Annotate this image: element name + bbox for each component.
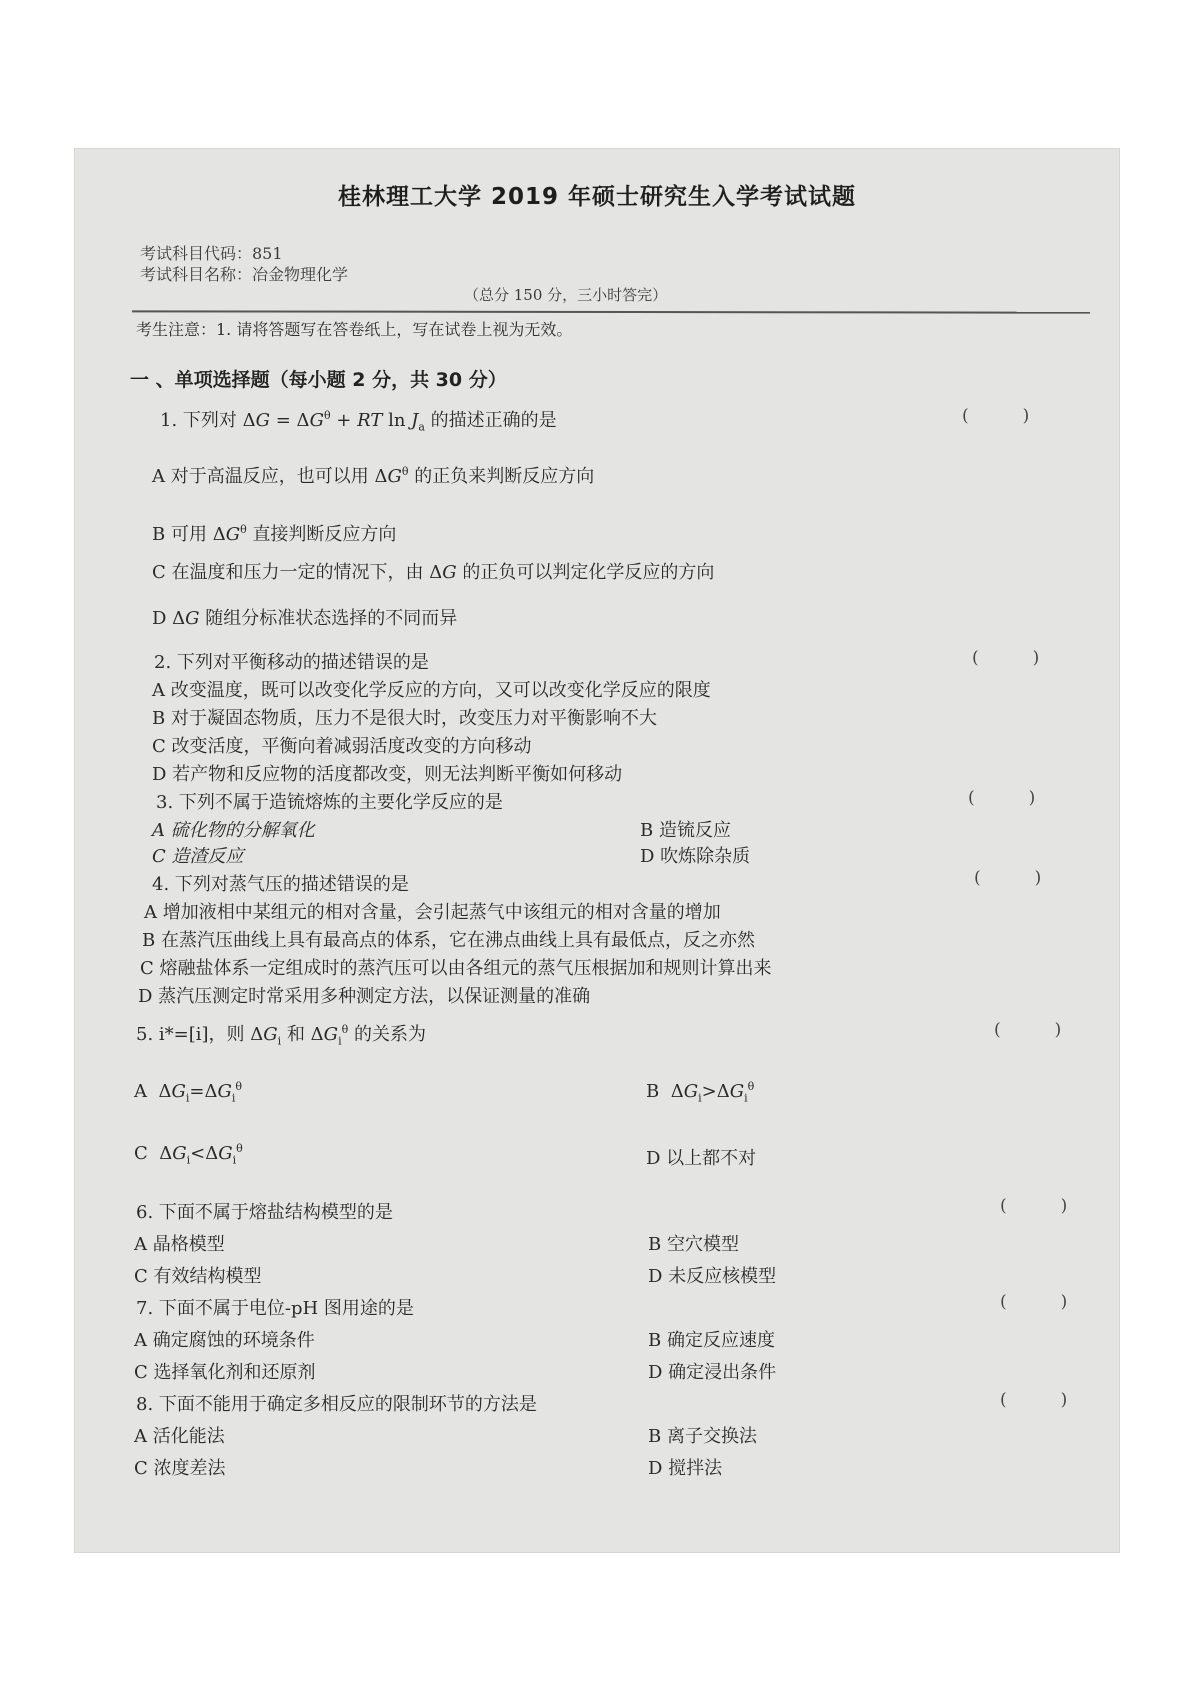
question-2-stem: 2. 下列对平衡移动的描述错误的是 [154,652,429,673]
q1-option-b-text-end: 直接判断反应方向 [252,524,397,545]
q3-option-d: D 吹炼除杂质 [640,846,751,867]
q1-option-d-symbol: ΔG [172,608,200,629]
candidate-notice: 考生注意：1. 请将答题写在答卷纸上，写在试卷上视为无效。 [136,320,573,339]
q5-option-b-letter: B [646,1081,660,1102]
q1-option-a-text: A 对于高温反应，也可以用 [152,466,369,487]
q1-option-a-symbol: $\Delta G^\theta$ [374,465,409,487]
q2-option-b: B 对于凝固态物质，压力不是很大时，改变压力对平衡影响不大 [152,708,657,729]
q2-option-c: C 改变活度，平衡向着减弱活度改变的方向移动 [152,736,532,757]
question-3-stem: 3. 下列不属于造锍熔炼的主要化学反应的是 [156,792,503,813]
q1-stem-prefix: 1. 下列对 [160,410,237,431]
q4-option-c: C 熔融盐体系一定组成时的蒸汽压可以由各组元的蒸气压根据加和规则计算出来 [140,958,772,979]
q1-option-b [152,520,396,546]
q1-option-d [152,604,457,630]
q5-stem-prefix: 5. i*=[i]，则 [136,1024,245,1045]
question-1-stem [160,406,557,434]
exam-sheet [74,148,1120,1553]
header-divider [132,310,1090,313]
answer-blank-3: ( ) [968,788,1036,808]
q1-option-d-text: D [152,608,173,629]
q1-option-b-symbol: $\Delta G^\theta$ [212,523,247,545]
q1-option-b-text: B 可用 [152,524,207,545]
q1-option-c-symbol: ΔG [429,562,457,583]
q8-option-d: D 搅拌法 [648,1458,723,1479]
q5-option-b-expr: $\Delta G_i>\Delta G_i^\theta$ [670,1080,755,1105]
q8-option-b: B 离子交换法 [648,1426,757,1447]
q5-stem-suffix: 的关系为 [353,1024,426,1045]
q4-option-a: A 增加液相中某组元的相对含量，会引起蒸气中该组元的相对含量的增加 [144,902,721,923]
q5-stem-middle: 和 [286,1024,305,1045]
q1-formula: $\Delta G = \Delta G^\theta$ + RT $\ln J_a$ [242,409,425,434]
q2-option-d: D 若产物和反应物的活度都改变，则无法判断平衡如何移动 [152,764,623,785]
q5-option-c [134,1142,243,1167]
q5-option-a-expr: $\Delta G_i=\Delta G_i^\theta$ [158,1080,243,1105]
answer-blank-8: ( ) [1000,1390,1068,1410]
q8-option-c: C 浓度差法 [134,1458,226,1479]
q1-option-c-text-end: 的正负可以判定化学反应的方向 [462,562,715,583]
q5-option-d: D 以上都不对 [646,1148,757,1169]
question-8-stem: 8. 下面不能用于确定多相反应的限制环节的方法是 [136,1394,537,1415]
subject-name: 考试科目名称：冶金物理化学 [140,265,349,284]
q5-option-c-expr: $\Delta G_i<\Delta G_i^\theta$ [159,1142,243,1167]
q1-option-c-text: C 在温度和压力一定的情况下，由 [152,562,424,583]
subject-code: 考试科目代码：851 [140,244,283,263]
answer-blank-4: ( ) [974,868,1042,888]
q3-option-b: B 造锍反应 [640,820,731,841]
q1-stem-suffix: 的描述正确的是 [430,410,557,431]
q4-option-d: D 蒸汽压测定时常采用多种测定方法，以保证测量的准确 [138,986,591,1007]
q5-symbol-2: $\Delta G_i^\theta$ [310,1023,349,1048]
question-7-stem: 7. 下面不属于电位-pH 图用途的是 [136,1298,414,1319]
section-title: 一 、单项选择题（每小题 2 分，共 30 分） [130,369,507,391]
q3-option-c: C 造渣反应 [152,846,244,867]
q1-option-c [152,558,714,584]
question-6-stem: 6. 下面不属于熔盐结构模型的是 [136,1202,393,1223]
q4-option-b: B 在蒸汽压曲线上具有最高点的体系，它在沸点曲线上具有最低点，反之亦然 [142,930,755,951]
q5-option-b [646,1080,754,1105]
q7-option-c: C 选择氧化剂和还原剂 [134,1362,316,1383]
q5-symbol-1: $\Delta G_i$ [250,1024,282,1048]
question-4-stem: 4. 下列对蒸气压的描述错误的是 [152,874,409,895]
q5-option-a-letter: A [134,1081,147,1102]
q6-option-b: B 空穴模型 [648,1234,739,1255]
exam-title: 桂林理工大学 2019 年硕士研究生入学考试试题 [337,184,857,210]
total-score-note: （总分 150 分，三小时答完） [464,286,668,304]
q1-option-a [152,462,594,488]
q6-option-d: D 未反应核模型 [648,1266,777,1287]
answer-blank-1: ( ) [962,406,1030,426]
q1-option-a-text-end: 的正负来判断反应方向 [414,466,595,487]
question-5-stem [136,1020,426,1048]
answer-blank-2: ( ) [972,648,1040,668]
q1-option-d-text-end: 随组分标准状态选择的不同而异 [205,608,458,629]
answer-blank-7: ( ) [1000,1292,1068,1312]
q7-option-b: B 确定反应速度 [648,1330,775,1351]
q7-option-d: D 确定浸出条件 [648,1362,777,1383]
q7-option-a: A 确定腐蚀的环境条件 [134,1330,315,1351]
q2-option-a: A 改变温度，既可以改变化学反应的方向，又可以改变化学反应的限度 [152,680,711,701]
q6-option-c: C 有效结构模型 [134,1266,262,1287]
q8-option-a: A 活化能法 [134,1426,225,1447]
q5-option-c-letter: C [134,1143,148,1164]
q5-option-a [134,1080,242,1105]
q6-option-a: A 晶格模型 [134,1234,225,1255]
answer-blank-5: ( ) [994,1020,1062,1040]
answer-blank-6: ( ) [1000,1196,1068,1216]
q3-option-a: A 硫化物的分解氧化 [152,820,315,841]
